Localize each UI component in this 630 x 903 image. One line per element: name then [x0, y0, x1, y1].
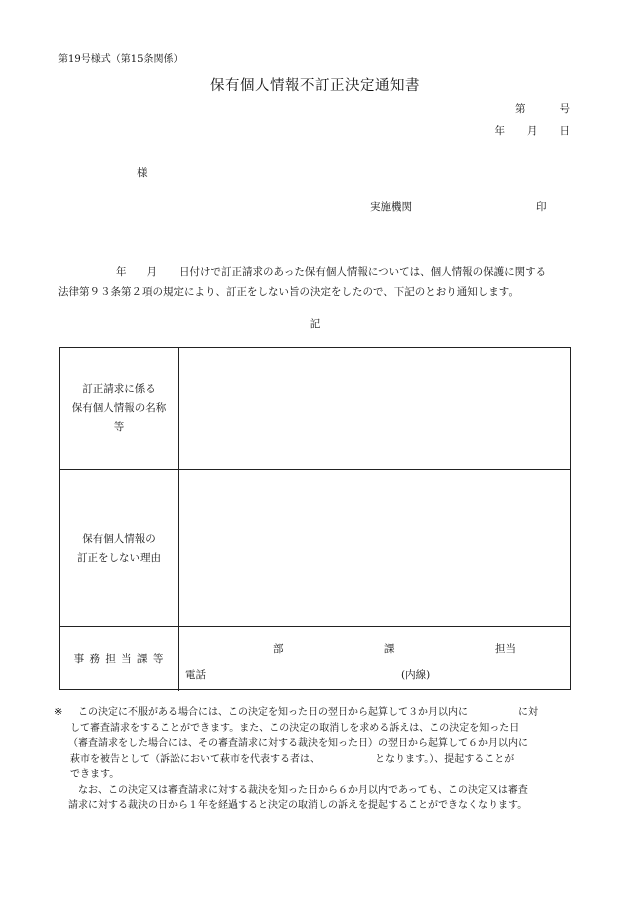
date-year: 年 — [494, 125, 505, 137]
date-month: 月 — [527, 125, 538, 137]
seal-mark: 印 — [536, 201, 547, 213]
reason-value-field[interactable] — [179, 470, 570, 627]
tel-line — [179, 667, 570, 681]
dept-label: 部 — [273, 643, 284, 655]
ext-label: (内線) — [401, 669, 431, 681]
note-line: して審査請求をすることができます。また、この決定の取消しを求める訴えは、この決定を知った日 — [70, 722, 520, 734]
date-line — [495, 123, 571, 138]
table-row-reason — [60, 469, 570, 627]
document-number-line — [515, 101, 570, 116]
notice-body — [58, 262, 572, 302]
row-label-reason: 保有個人情報の 訂正をしない理由 — [60, 470, 179, 627]
number-suffix: 号 — [559, 103, 570, 115]
dept-line — [179, 641, 570, 655]
table-row-contact — [60, 626, 570, 691]
notice-line-1: 年 月 日付けで訂正請求のあった保有個人情報については、個人情報の保護に関する — [116, 266, 547, 278]
note-line: 萩市を被告として（訴訟において萩市を代表する者は、 となります。）、提起することが — [70, 753, 515, 765]
section-label: 課 — [384, 643, 395, 655]
decision-table — [59, 347, 571, 690]
date-day: 日 — [559, 125, 570, 137]
note-line: できます。 — [70, 769, 120, 780]
form-number: 第19号様式（第15条関係） — [58, 54, 184, 65]
row-label-contact: 事 務 担 当 課 等 — [60, 627, 179, 691]
name-value-field[interactable] — [179, 348, 570, 469]
addressee-honorific: 様 — [137, 167, 148, 179]
issuer-label: 実施機関 — [370, 201, 412, 213]
note-line: 請求に対する裁決の日から１年を経過すると決定の取消しの訴えを提起することができなくなります。 — [68, 800, 528, 811]
contact-value-field[interactable] — [179, 627, 570, 691]
notice-line-2: 法律第９３条第２項の規定により、訂正をしない旨の決定をしたので、下記のとおり通知します。 — [58, 286, 519, 298]
note-line: この決定に不服がある場合には、この決定を知った日の翌日から起算して３か月以内に に対 — [78, 707, 538, 718]
row-label-name: 訂正請求に係る 保有個人情報の名称 等 — [60, 348, 179, 469]
table-row-name — [60, 348, 570, 469]
tel-label: 電話 — [185, 669, 206, 681]
appeal-note — [54, 705, 574, 814]
number-prefix: 第 — [515, 103, 526, 115]
document-title: 保有個人情報不訂正決定通知書 — [210, 78, 420, 94]
note-line: （審査請求をした場合には、その審査請求に対する裁決を知った日）の翌日から起算して６か月以内に — [68, 738, 528, 749]
note-mark: ※ — [54, 707, 63, 718]
ki-heading: 記 — [309, 318, 321, 330]
note-line: なお、この決定又は審査請求に対する裁決を知った日から６か月以内であっても、この決定又は審査 — [68, 784, 528, 796]
charge-label: 担当 — [495, 643, 516, 655]
